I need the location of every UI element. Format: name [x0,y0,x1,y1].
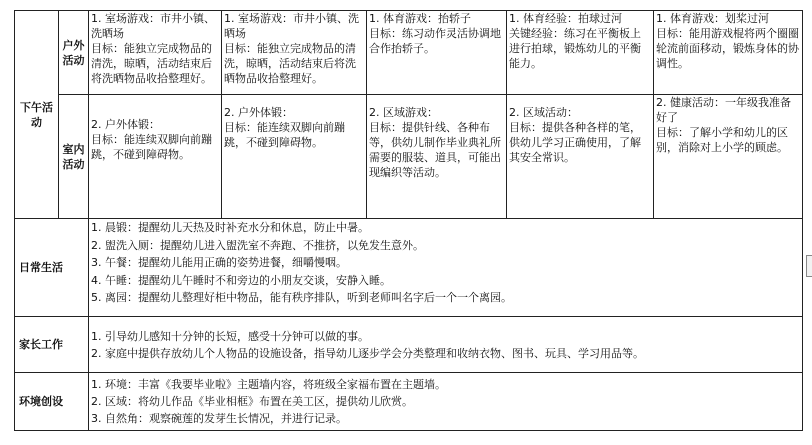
daily-life-item: 1. 晨锻：提醒幼儿天热及时补充水分和休息，防止中暑。 [91,221,369,234]
day4-indoor-cell [507,95,654,219]
daily-life-item: 2. 盥洗入厕：提醒幼儿进入盥洗室不奔跑、不推挤，以免发生意外。 [91,238,424,252]
weekly-plan-table [14,10,803,431]
day1-indoor-title: 2. 户外体锻： [91,118,160,131]
day5-outdoor-cell [654,11,803,95]
day2-indoor-title: 2. 户外体锻： [224,106,293,119]
day1-outdoor-cell [89,11,222,95]
day1-outdoor-goal: 目标：能独立完成物品的清洗，晾晒，活动结束后将洗晒物品收拾整理好。 [91,42,212,85]
day4-indoor-title: 2. 区域活动： [509,106,578,119]
day1-outdoor-title: 1. 室场游戏：市井小镇、洗晒场 [91,12,215,40]
daily-life-item: 5. 离园：提醒幼儿整理好柜中物品，能有秩序排队，听到老师叫名字后一个一个离园。 [91,291,512,305]
indoor-activity-label: 室内活动 [59,95,89,219]
day4-outdoor-cell [507,11,654,95]
day5-indoor-cell [654,95,803,219]
day5-indoor-title: 2. 健康活动：一年级我准备好了 [656,96,791,124]
environment-item: 3. 自然角：观察碗莲的发芽生长情况，并进行记录。 [91,412,347,425]
day4-outdoor-title: 1. 体育经验：拍球过河 [509,12,622,25]
day4-indoor-goal: 目标：提供各种各样的笔，供幼儿学习正确使用，了解其安全常识。 [509,121,641,164]
day2-indoor-goal: 目标：能连续双脚向前蹦跳，不碰到障碍物。 [224,121,345,149]
day1-indoor-goal: 目标：能连续双脚向前蹦跳，不碰到障碍物。 [91,133,212,161]
day2-outdoor-title: 1. 室场游戏：市井小镇、洗晒场 [224,12,359,40]
day3-outdoor-title: 1. 体育游戏：抬轿子 [369,12,471,25]
day4-outdoor-goal: 关键经验：练习在平衡板上进行拍球，锻炼幼儿的平衡能力。 [509,27,641,70]
day3-indoor-goal: 目标：提供针线、各种布等，供幼儿制作毕业典礼所需要的服装、道具，可能出现编织等活动。 [369,121,501,179]
day5-outdoor-goal: 目标：能用游戏棍将两个圈圈轮流前面移动，锻炼身体的协调性。 [656,27,799,70]
environment-row [15,373,803,431]
day5-indoor-goal: 目标：了解小学和幼儿的区别，消除对上小学的顾虑。 [656,126,788,154]
daily-life-row [15,219,803,317]
daily-life-label: 日常生活 [15,219,89,317]
afternoon-indoor-row [15,95,803,219]
day2-outdoor-goal: 目标：能独立完成物品的清洗，晾晒，活动结束后将洗晒物品收拾整理好。 [224,42,356,85]
side-scroll-marker[interactable] [806,255,812,277]
day3-outdoor-cell [367,11,507,95]
day2-indoor-cell [222,95,367,219]
environment-content [89,373,803,431]
daily-life-item: 3. 午餐：提醒幼儿能用正确的姿势进餐，细嚼慢咽。 [91,256,347,270]
daily-life-item: 4. 午睡：提醒幼儿午睡时不和旁边的小朋友交谈，安静入睡。 [91,273,391,287]
day2-outdoor-cell [222,11,367,95]
environment-item: 1. 环境：丰富《我要毕业啦》主题墙内容，将班级全家福布置在主题墙。 [91,378,446,391]
day3-outdoor-goal: 目标：练习动作灵活协调地合作抬轿子。 [369,27,501,55]
day3-indoor-title: 2. 区域游戏： [369,106,438,119]
parent-work-content [89,317,803,373]
day1-indoor-cell [89,95,222,219]
outdoor-activity-label: 户外活动 [59,11,89,95]
day3-indoor-cell [367,95,507,219]
parent-work-label: 家长工作 [15,317,89,373]
daily-life-content [89,219,803,317]
environment-item: 2. 区域：将幼儿作品《毕业相框》布置在美工区，提供幼儿欣赏。 [91,395,413,408]
afternoon-activity-label: 下午活动 [15,11,59,219]
parent-work-row [15,317,803,373]
parent-work-item: 1. 引导幼儿感知十分钟的长短，感受十分钟可以做的事。 [91,329,369,343]
environment-label: 环境创设 [15,373,89,431]
afternoon-outdoor-row [15,11,803,95]
parent-work-item: 2. 家庭中提供存放幼儿个人物品的设施设备，指导幼儿逐步学会分类整理和收纳衣物、图书、玩具、学习用品等。 [91,346,644,360]
day5-outdoor-title: 1. 体育游戏：划桨过河 [656,12,769,25]
